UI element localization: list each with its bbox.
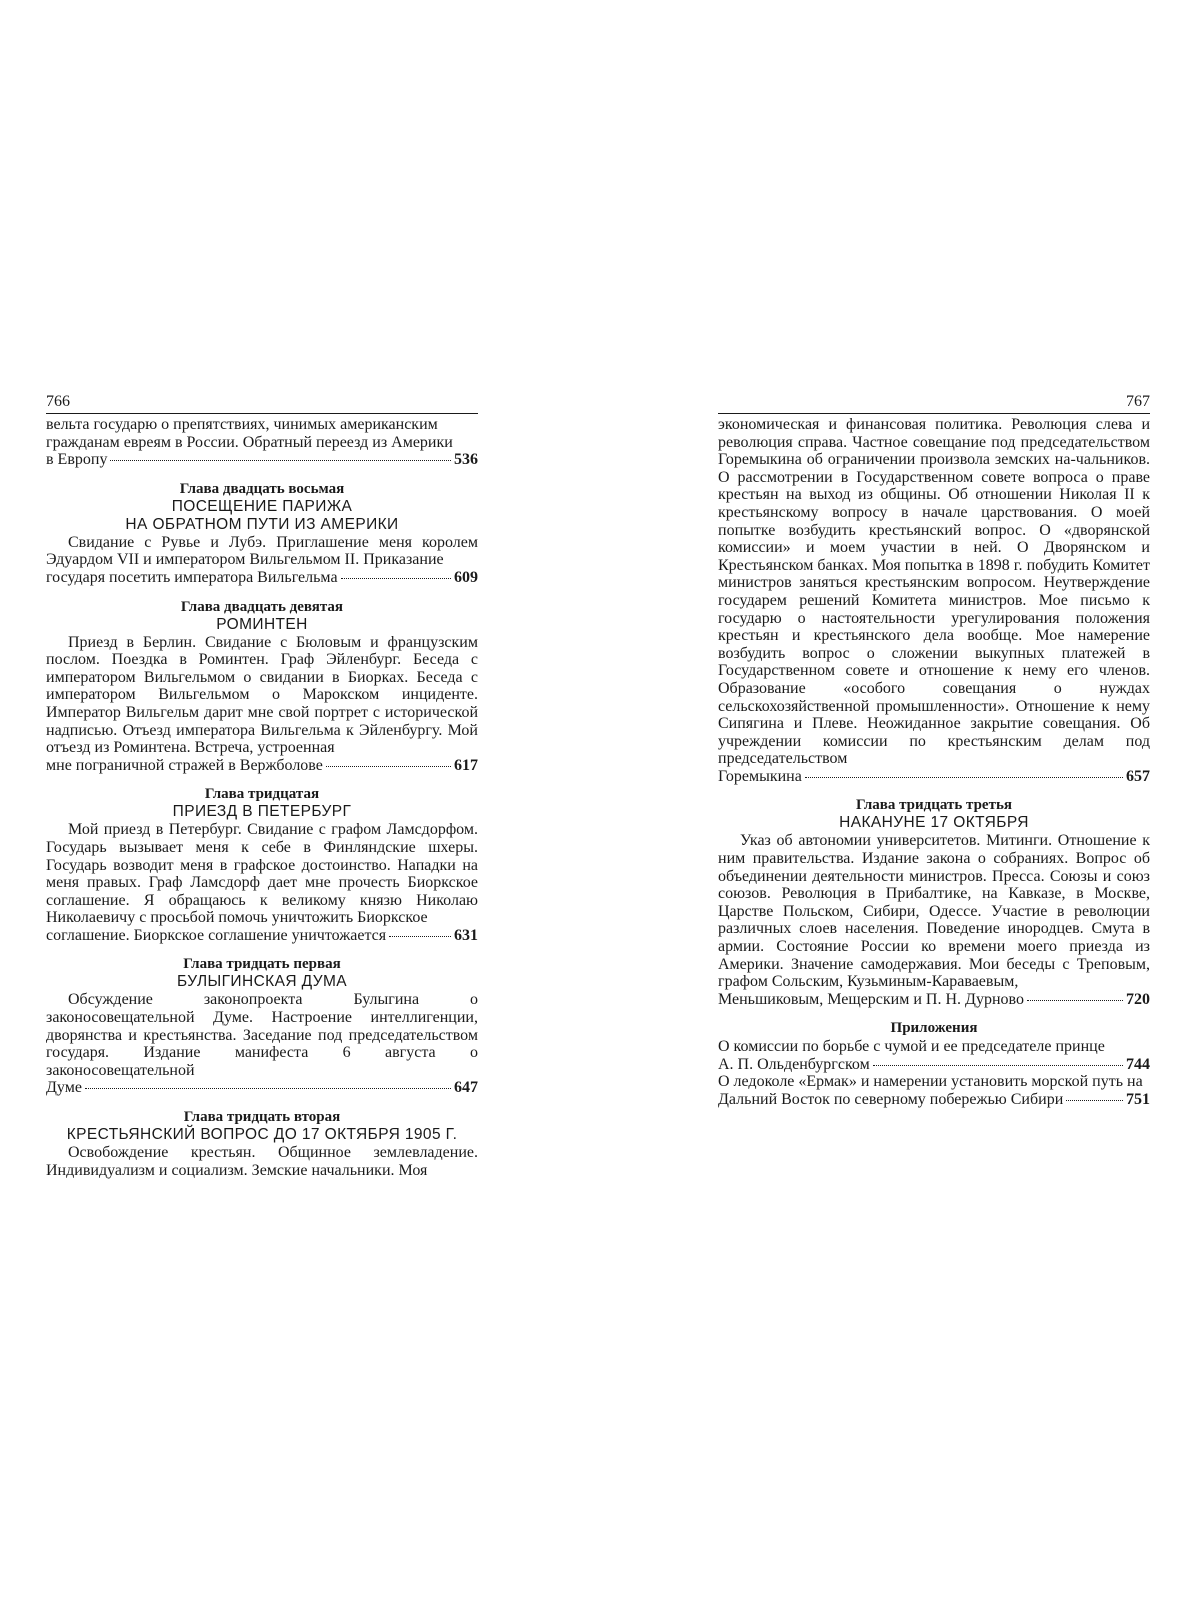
chapter-label: Глава тридцать первая — [183, 956, 341, 973]
appendix-entry: О ледоколе «Ермак» и намерении установить морской путь на — [718, 1073, 1143, 1091]
dot-leader — [110, 460, 451, 461]
page-ref: 744 — [1126, 1055, 1150, 1073]
page-ref: 631 — [454, 926, 478, 944]
toc-continuation — [46, 416, 478, 469]
left-page — [46, 392, 478, 1179]
toc-entry-line — [718, 991, 1150, 1009]
chapter-summary: Освобождение крестьян. Общинное землевладение. Индивидуализм и социализм. Земские начальники. Моя — [46, 1144, 478, 1179]
chapter-title: РОМИНТЕН — [216, 615, 308, 633]
page-ref: 609 — [454, 568, 478, 586]
entry-text: А. П. Ольденбургском — [718, 1055, 870, 1073]
dot-leader — [85, 1088, 451, 1089]
chapter-title: БУЛЫГИНСКАЯ ДУМА — [177, 973, 347, 991]
chapter-label: Глава двадцать восьмая — [179, 480, 345, 497]
page-ref: 617 — [454, 756, 478, 774]
text-line: вельта государю о препятствиях, чинимых американским — [46, 416, 438, 433]
appendix-entry: О комиссии по борьбе с чумой и ее председателе принце — [718, 1038, 1105, 1055]
toc-entry-line — [46, 757, 478, 775]
chapter-summary: Свидание с Рувье и Лубэ. Приглашение меня королем Эдуардом VII и императором Вильгельмом II. Приказание — [46, 533, 478, 569]
dot-leader — [873, 1065, 1123, 1066]
entry-text: мне пограничной стражей в Вержболове — [46, 756, 323, 774]
page-ref: 751 — [1126, 1090, 1150, 1108]
entry-text: Дальний Восток по северному побережью Сибири — [718, 1090, 1064, 1108]
dot-leader — [326, 766, 451, 767]
entry-text: соглашение. Биоркское соглашение уничтожается — [46, 926, 387, 944]
dot-leader — [805, 777, 1123, 778]
dot-leader — [389, 936, 451, 937]
chapter-title: НА ОБРАТНОМ ПУТИ ИЗ АМЕРИКИ — [125, 515, 399, 533]
dot-leader — [341, 578, 451, 579]
toc-entry-line — [46, 1079, 478, 1097]
toc-entry-line — [46, 451, 478, 469]
entry-text: Горемыкина — [718, 767, 802, 785]
chapter-summary: экономическая и финансовая политика. Революция слева и революция справа. Частное совещание под председательством Горемыкина об ограничении произвола земских на-чальников. О рассмотрении в Государственном совете вопроса о праве крестьян на выход из общины. Об отношении Николая II к крестьянскому вопросу в начале царствования. О моей попытке возбудить крестьянский вопрос. О «дворянской комиссии» и моем участии в ней. О Дворянском и Крестьянском банках. Моя попытка в 1898 г. побудить Комитет министров заняться крестьянским вопросом. Неутверждение государем решений Комитета министров. Мое письмо к государю о настоятельности урегулирования положения крестьян и крестьянского дела вообще. Мое намерение возбудить вопрос о сложении выкупных платежей в Государственном совете и отношение к нему его членов. Образование «особого совещания о нуждах сельскохозяйственной промышленности». Отношение к нему Сипягина и Плеве. Неожиданное закрытие совещания. Об учреждении комиссии по крестьянским делам под председательством — [718, 416, 1150, 768]
right-page-body — [718, 416, 1150, 1108]
entry-text: государя посетить императора Вильгельма — [46, 568, 338, 586]
chapter-label: Глава тридцать третья — [855, 797, 1012, 814]
page-ref: 657 — [1126, 767, 1150, 785]
page-number: 767 — [1126, 393, 1150, 410]
appendix-title: Приложения — [890, 1020, 978, 1037]
chapter-title: НАКАНУНЕ 17 ОКТЯБРЯ — [839, 814, 1029, 832]
page-ref: 647 — [454, 1079, 478, 1097]
toc-entry-line — [718, 1091, 1150, 1109]
toc-entry-line — [46, 569, 478, 587]
chapter-title: КРЕСТЬЯНСКИЙ ВОПРОС ДО 17 ОКТЯБРЯ 1905 Г. — [66, 1126, 458, 1144]
left-page-header — [46, 392, 478, 414]
chapter-summary: Обсуждение законопроекта Булыгина о законосовещательной Думе. Настроение интеллигенции, дворянства и крестьянства. Заседание под председательством государя. Издание манифеста 6 августа о законосовещательной — [46, 991, 478, 1079]
chapter-summary: Указ об автономии университетов. Митинги. Отношение к ним правительства. Издание закона о собраниях. Вопрос об объединении деятельности министров. Пресса. Союзы и союз союзов. Революция в Прибалтике, на Кавказе, в Москве, Царстве Польском, Сибири, Одессе. Участие в революции различных слоев населения. Поведение инородцев. Смута в армии. Состояние России ко времени моего приезда из Америки. Значение самодержавия. Мои беседы с Треповым, графом Сольским, Кузьминым-Караваевым, — [718, 832, 1150, 991]
page-number: 766 — [46, 393, 70, 410]
entry-text: Меньшиковым, Мещерским и П. Н. Дурново — [718, 990, 1024, 1008]
chapter-title: ПРИЕЗД В ПЕТЕРБУРГ — [172, 803, 352, 821]
toc-entry-line — [46, 927, 478, 945]
page-ref: 720 — [1126, 990, 1150, 1008]
text-line: гражданам евреям в России. Обратный переезд из Америки — [46, 433, 453, 451]
entry-text: в Европу — [46, 451, 108, 469]
chapter-summary: Мой приезд в Петербург. Свидание с графом Ламсдорфом. Государь вызывает меня к себе в Финляндские шхеры. Государь возводит меня в графское достоинство. Нападки на меня правых. Граф Ламсдорф дает мне прочесть Биоркское соглашение. Я обращаюсь к великому князю Николаю Николаевичу с просьбой помочь уничтожить Биоркское — [46, 821, 478, 927]
toc-entry-line — [718, 1056, 1150, 1074]
right-page-header — [718, 392, 1150, 414]
right-page — [718, 392, 1150, 1108]
chapter-label: Глава тридцатая — [204, 786, 320, 803]
dot-leader — [1066, 1100, 1123, 1101]
entry-text: Думе — [46, 1079, 82, 1097]
toc-entry-line — [718, 768, 1150, 786]
chapter-summary: Приезд в Берлин. Свидание с Бюловым и французским послом. Поездка в Роминтен. Граф Эйленбург. Беседа с императором Вильгельмом о свидании в Биорках. Беседа с императором Вильгельмом о Марокском инциденте. Император Вильгельм дарит мне свой портрет с исторической надписью. Отъезд императора Вильгельма к Эйленбургу. Мой отъезд из Роминтена. Встреча, устроенная — [46, 633, 478, 757]
dot-leader — [1027, 1000, 1123, 1001]
left-page-body — [46, 416, 478, 1179]
chapter-label: Глава тридцать вторая — [183, 1109, 341, 1126]
page-ref: 536 — [454, 451, 478, 469]
chapter-title: ПОСЕЩЕНИЕ ПАРИЖА — [171, 497, 353, 515]
chapter-label: Глава двадцать девятая — [180, 598, 344, 615]
